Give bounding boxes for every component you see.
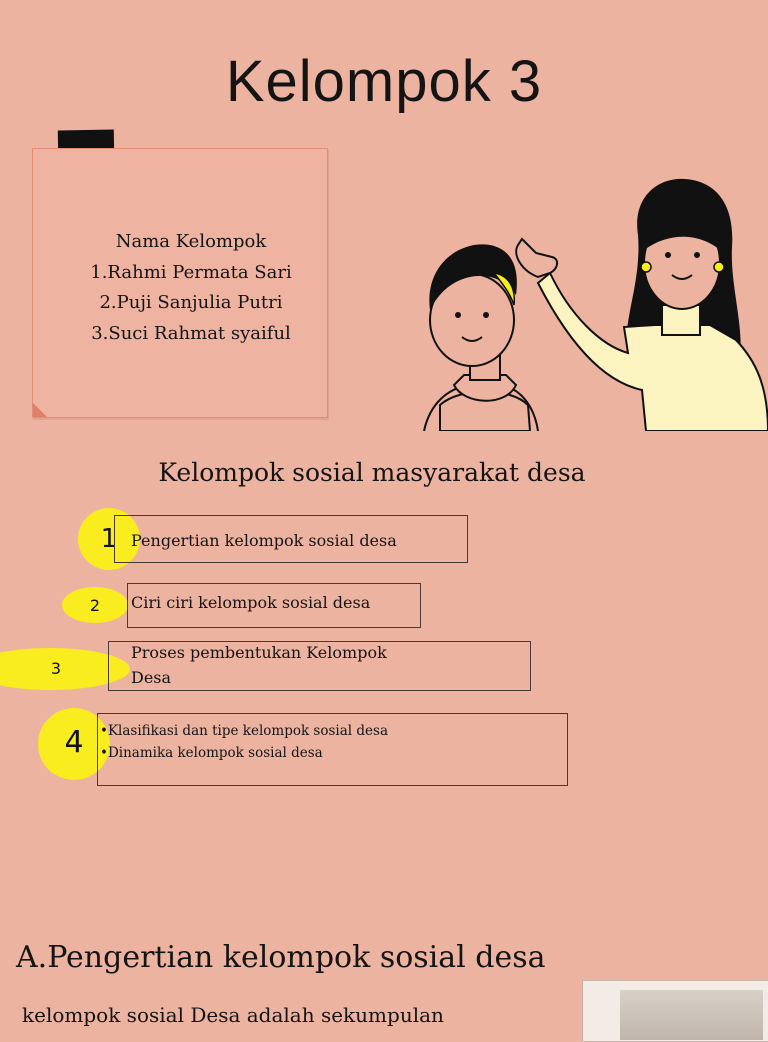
page-title: Kelompok 3 bbox=[225, 49, 543, 114]
member-item: 3.Suci Rahmat syaiful bbox=[91, 322, 291, 344]
member-item: 2.Puji Sanjulia Putri bbox=[99, 292, 283, 313]
item-number: 1 bbox=[100, 524, 118, 554]
boy-figure bbox=[424, 244, 538, 431]
section-body: kelompok sosial Desa adalah sekumpulan bbox=[22, 1003, 444, 1027]
section-heading: A.Pengertian kelompok sosial desa bbox=[16, 940, 546, 975]
member-item: 1.Rahmi Permata Sari bbox=[90, 261, 292, 283]
topic-subitem: •Klasifikasi dan tipe kelompok sosial desa bbox=[100, 723, 388, 739]
topic-subitem: •Dinamika kelompok sosial desa bbox=[100, 745, 323, 761]
topic-label: Proses pembentukan Kelompok Desa bbox=[131, 643, 387, 687]
member-list bbox=[32, 227, 350, 349]
topics-heading: Kelompok sosial masyarakat desa bbox=[158, 458, 586, 487]
item-number: 3 bbox=[50, 659, 62, 678]
item-number: 2 bbox=[89, 596, 101, 615]
topic-label: Pengertian kelompok sosial desa bbox=[131, 531, 397, 550]
teacher-student-illustration bbox=[410, 175, 768, 431]
item-number: 4 bbox=[64, 725, 84, 760]
photo-image bbox=[620, 990, 763, 1040]
member-heading: Nama Kelompok bbox=[115, 231, 267, 252]
woman-figure bbox=[516, 179, 768, 431]
topic-label: Ciri ciri kelompok sosial desa bbox=[131, 593, 371, 612]
